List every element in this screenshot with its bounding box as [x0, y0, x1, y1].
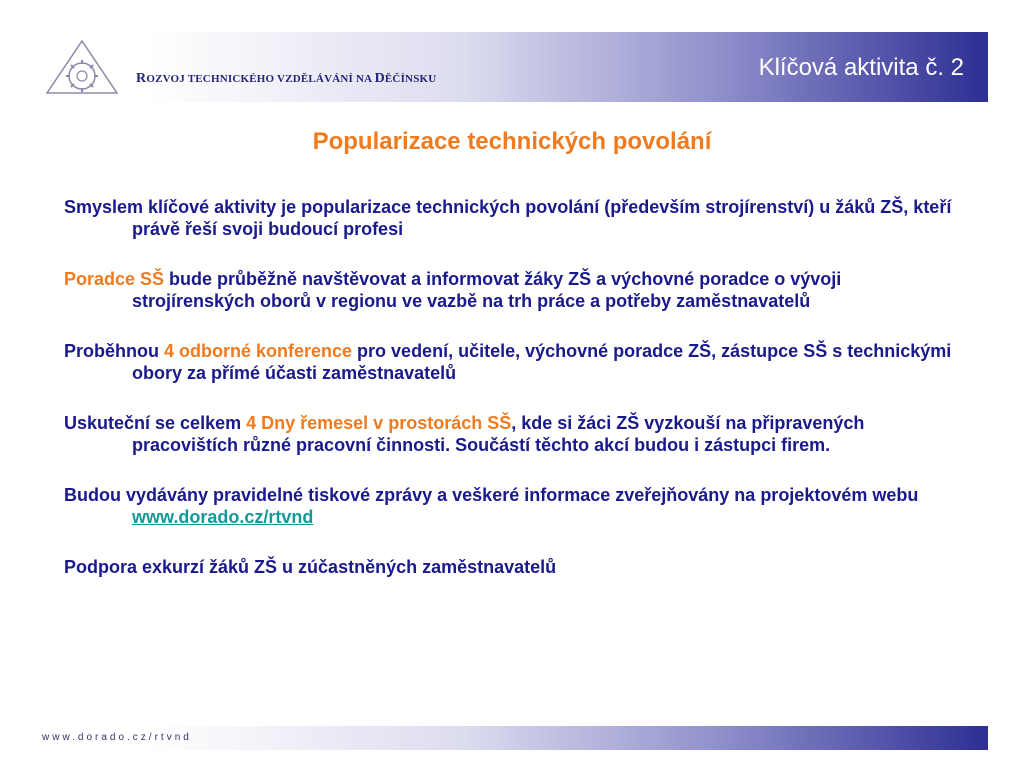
list-item: Smyslem klíčové aktivity je popularizace technických povolání (především strojírenství) u žáků ZŠ, kteří právě řeší svoji budoucí profesi	[64, 197, 952, 239]
footer-url: www.dorado.cz/rtvnd	[42, 732, 192, 743]
slide-label: Klíčová aktivita č. 2	[758, 54, 964, 81]
project-web-link[interactable]: www.dorado.cz/rtvnd	[132, 507, 314, 527]
list-item: Podpora exkurzí žáků ZŠ u zúčastněných zaměstnavatelů	[64, 557, 557, 577]
organization-name: ROZVOJ TECHNICKÉHO VZDĚLÁVÁNÍ NA DĚČÍNSKU	[136, 71, 437, 86]
gear-triangle-logo-icon	[42, 38, 122, 98]
list-item: Uskuteční se celkem 4 Dny řemesel v prostorách SŠ, kde si žáci ZŠ vyzkouší na připravených pracovištích různé pracovní činnosti. Součástí těchto akcí budou i zástupci firem.	[64, 413, 865, 455]
highlight-text: Poradce SŠ	[64, 269, 165, 289]
highlight-text: 4 odborné konference	[164, 341, 353, 361]
slide-title: Popularizace technických povolání	[312, 128, 712, 155]
bullet-list	[64, 196, 964, 606]
highlight-text: 4 Dny řemesel v prostorách SŠ	[246, 413, 512, 433]
list-item: Proběhnou 4 odborné konference pro vedení, učitele, výchovné poradce ZŠ, zástupce SŠ s technickými obory za přímé účasti zaměstnavatelů	[64, 341, 952, 383]
list-item: Poradce SŠ bude průběžně navštěvovat a informovat žáky ZŠ a výchovné poradce o vývoji strojírenských oborů v regionu ve vazbě na trh práce a potřeby zaměstnavatelů	[64, 269, 842, 311]
list-item: Budou vydávány pravidelné tiskové zprávy a veškeré informace zveřejňovány na projektovém webu www.dorado.cz/rtvnd	[64, 485, 919, 527]
